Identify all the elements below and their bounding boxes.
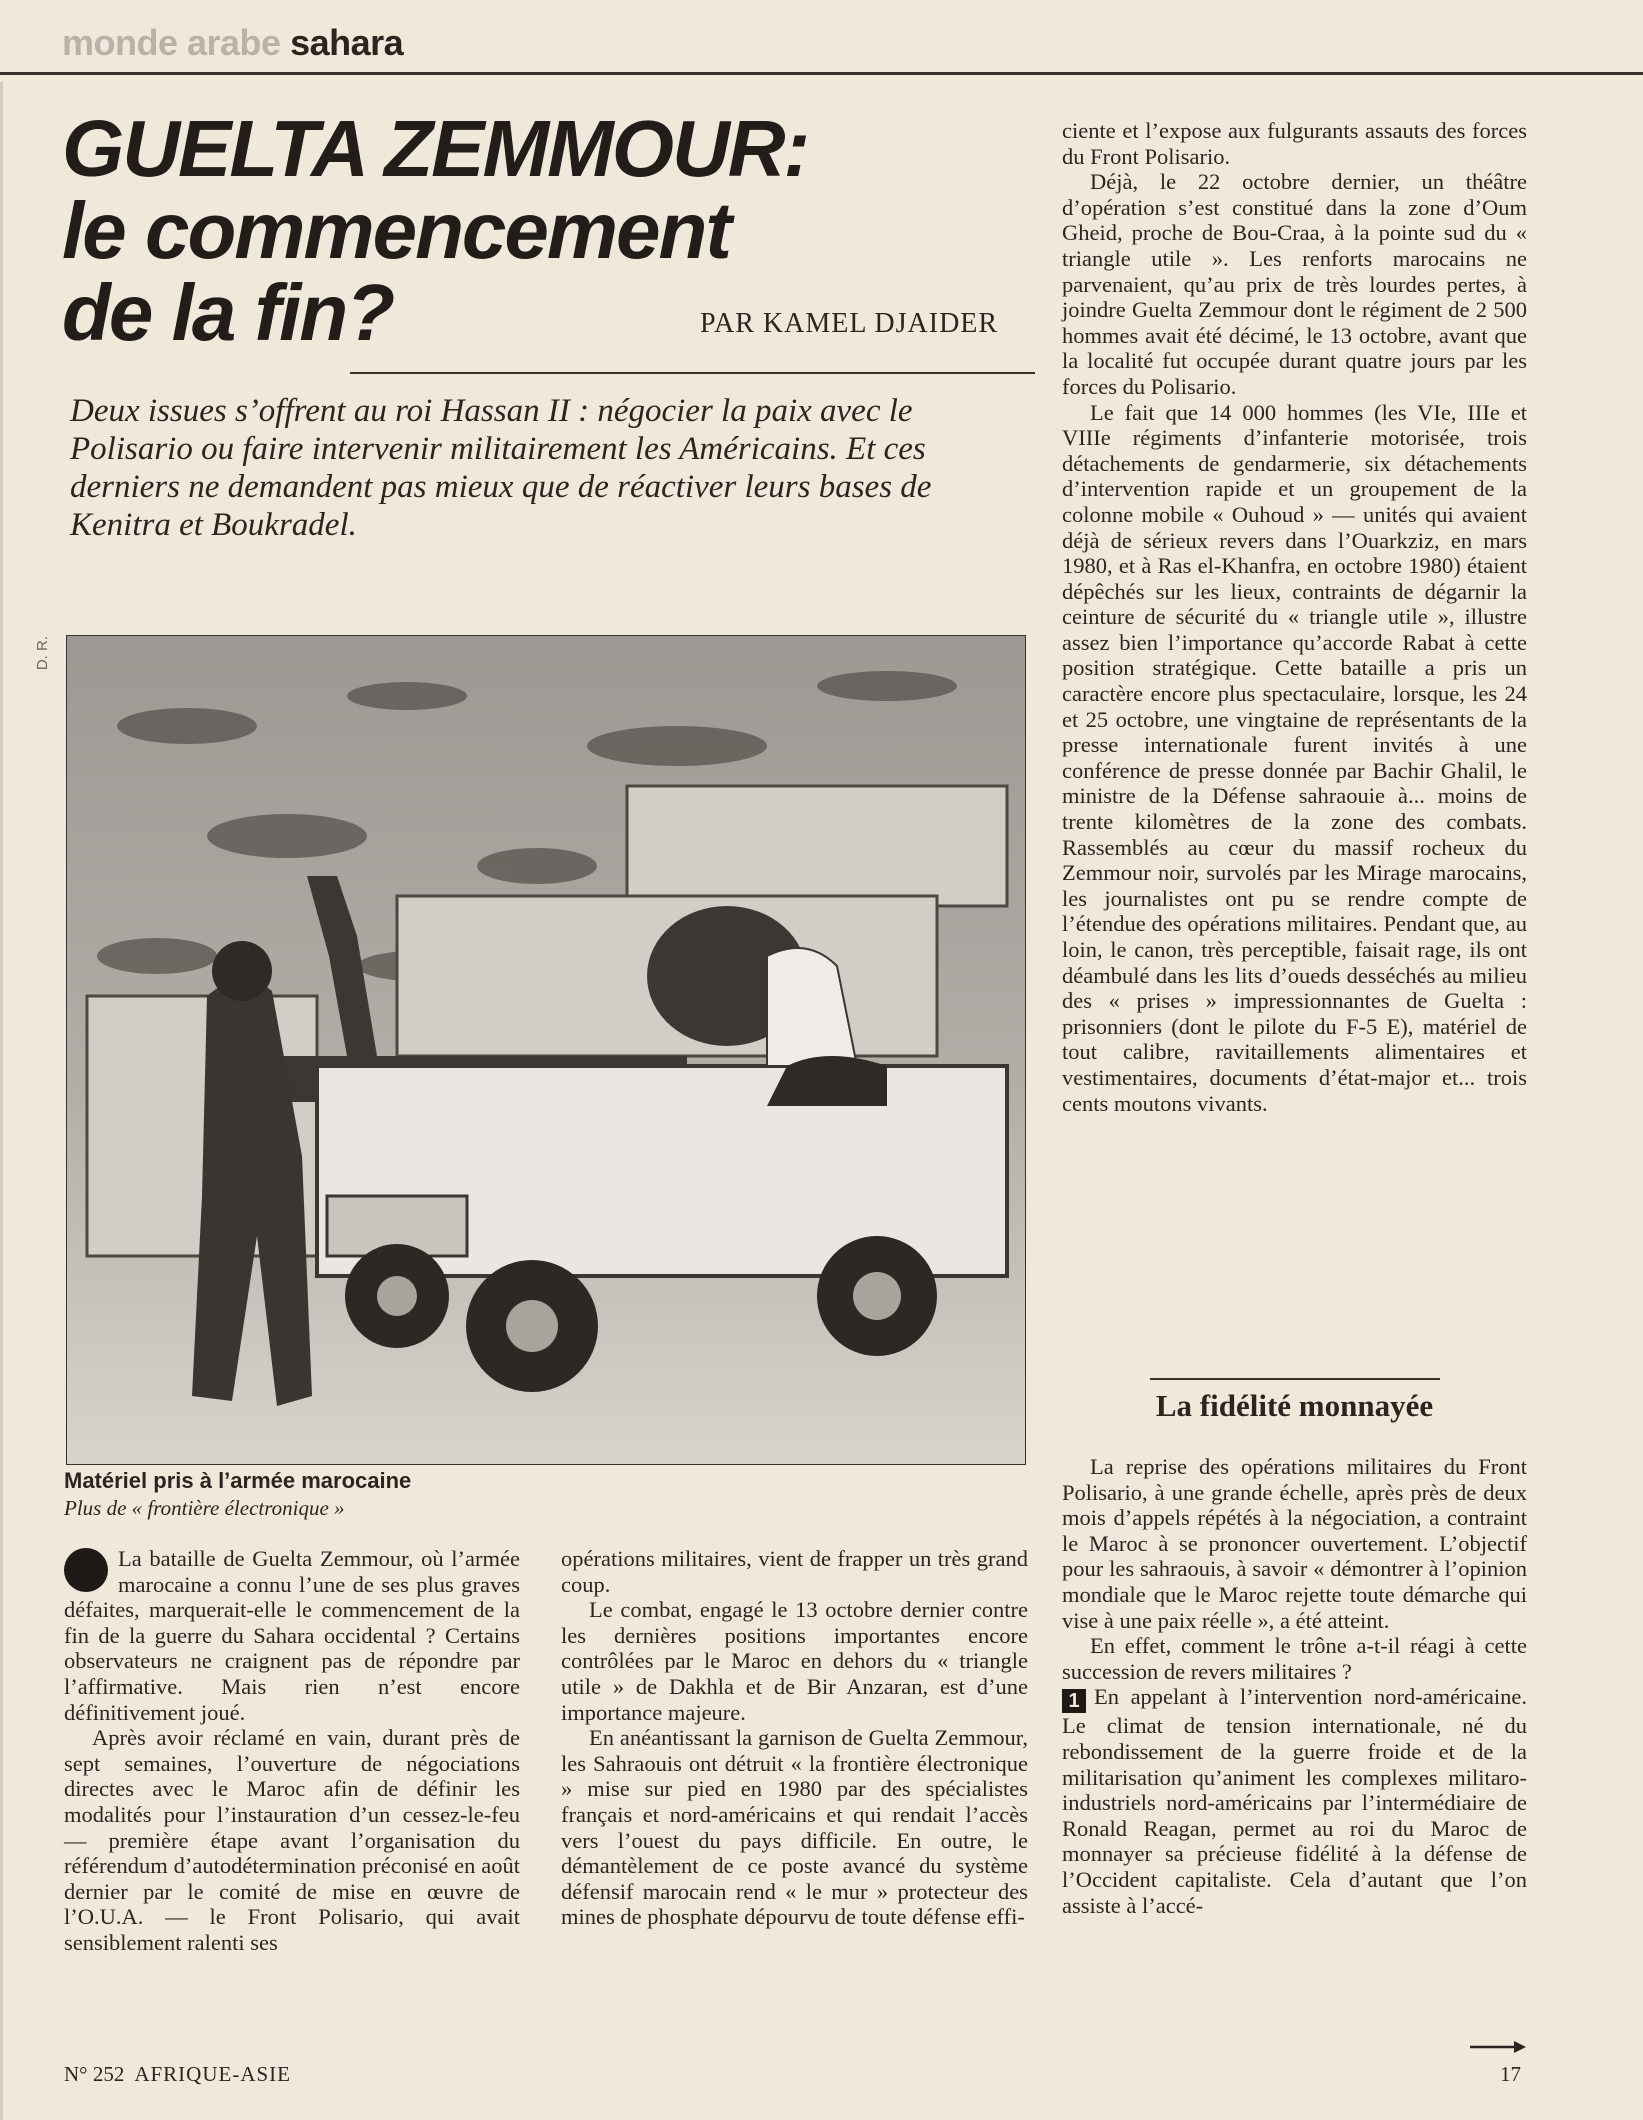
numbered-paragraph-text: En appelant à l’intervention nord-américaine. Le climat de tension internationale, né du rebondissement de la guerre froide et de la militarisation qu’animent les complexes militaro-industriels nord-américains par l’intermédiaire de Ronald Reagan, permet au roi du Maroc de monnayer sa précieuse fidélité à la défense de l’Occident capitaliste. Cela d’autant que l’on assiste à l’accé- <box>1062 1684 1527 1918</box>
header-rule <box>0 72 1643 75</box>
column-2-paragraph-3: En anéantissant la garnison de Guelta Zemmour, les Sahraouis ont détruit « la frontière électronique » mise sur pied en 1980 par des spécialistes français et nord-américains et qui rendait l’accès vers l’ouest du pays difficile. En outre, le démantèlement de ce poste avancé du système défensif marocain rend « le mur » protecteur des mines de phosphate dépourvu de toute défense effi- <box>561 1725 1028 1930</box>
column-3-paragraph-1: ciente et l’expose aux fulgurants assauts des forces du Front Polisario. <box>1062 118 1527 169</box>
numbered-marker: 1 <box>1062 1689 1086 1713</box>
section-header <box>62 22 403 64</box>
subheading: La fidélité monnayée <box>1155 1388 1434 1423</box>
photo-caption-sub: Plus de « frontière électronique » <box>64 1496 345 1520</box>
headline-rule <box>350 372 1035 374</box>
article-column-3 <box>1062 118 1527 1116</box>
column-3-paragraph-3: Le fait que 14 000 hommes (les VIe, IIIe et VIIIe régiments d’infanterie motorisée, trois détachements de gendarmerie, six détachements d’intervention rapide et un groupement de la colonne mobile « Ouhoud » — unités qui avaient déjà de sérieux revers dans l’Ouarkziz, en mars 1980, et à Ras el-Khanfra, en octobre 1980) étaient dépêchés sur les lieux, contraints de dégarnir la ceinture de sécurité du « triangle utile », illustre assez bien l’importance qu’accorde Rabat à cette position stratégique. Cette bataille a pris un caractère encore plus spectaculaire, lorsque, les 24 et 25 octobre, une vingtaine de représentants de la presse internationale furent invités à une conférence de presse donnée par Bachir Ghalil, le ministre de la Défense sahraouie à... moins de trente kilomètres de la zone des combats. Rassemblés au cœur du massif rocheux du Zemmour noir, survolés par les Mirage marocains, les journalistes ont pu se rendre compte de l’étendue des opérations militaires. Pendant que, au loin, le canon, très perceptible, faisait rage, ils ont déambulé dans les lits d’oueds desséchés au milieu des « prises » impressionnantes de Guelta : prisonniers (dont le pilote du F-5 E), matériel de tout calibre, ravitaillements alimentaires et vestimentaires, documents d’état-major et... trois cents moutons vivants. <box>1062 399 1527 1116</box>
footer-issue <box>64 2062 291 2087</box>
page-number: 17 <box>1500 2062 1521 2086</box>
issue-number: N° 252 <box>64 2062 125 2086</box>
photo-caption-title: Matériel pris à l’armée marocaine <box>64 1468 412 1493</box>
byline: PAR KAMEL DJAIDER <box>700 308 999 339</box>
article-column-1 <box>64 1546 520 1956</box>
column-2-paragraph-2: Le combat, engagé le 13 octobre dernier contre les dernières positions importantes encore contrôlées par le Maroc en dehors du « triangle utile » de Dakhla et de Bir Anzaran, est d’une importance majeure. <box>561 1597 1028 1725</box>
column-3b-paragraph-2: En effet, comment le trône a-t-il réagi à cette succession de revers militaires ? <box>1062 1633 1527 1684</box>
headline-line-2: le commencement <box>62 186 731 275</box>
column-1-paragraph-2: Après avoir réclamé en vain, durant près de sept semaines, l’ouverture de négociations directes avec le Maroc afin de définir les modalités pour l’instauration d’un cessez-le-feu — première étape avant l’organisation du référendum d’autodétermination préconisé en août dernier par le comité de mise en œuvre de l’O.U.A. — le Front Polisario, qui avait sensiblement ralenti ses <box>64 1725 520 1955</box>
column-1-paragraph-1-text: La bataille de Guelta Zemmour, où l’armée marocaine a connu l’une de ses plus graves défaites, marquerait-elle le commencement de la fin de la guerre du Sahara occidental ? Certains observateurs ne craignent pas de répondre par l’affirmative. Mais rien n’est encore définitivement joué. <box>64 1546 520 1725</box>
photo-credit: D. R. <box>34 636 51 671</box>
bullet-marker <box>64 1548 108 1592</box>
column-3b-numbered-paragraph <box>1062 1684 1527 1918</box>
photo-illustration <box>67 636 1025 1464</box>
headline-line-1: GUELTA ZEMMOUR: <box>62 104 809 193</box>
magazine-name: AFRIQUE-ASIE <box>134 2062 291 2086</box>
page-edge <box>0 82 3 2120</box>
column-2-paragraph-1: opérations militaires, vient de frapper un très grand coup. <box>561 1546 1028 1597</box>
column-3-paragraph-2: Déjà, le 22 octobre dernier, un théâtre d’opération s’est constitué dans la zone d’Oum Gheid, proche de Bou-Craa, à la pointe sud du « triangle utile ». Les renforts marocains ne parvenaient, qu’au prix de très lourdes pertes, à joindre Guelta Zemmour dont le régiment de 2 500 hommes avait été décimé, le 13 octobre, avant que la localité fut occupée durant quatre jours par les forces du Polisario. <box>1062 169 1527 399</box>
section-label: monde arabe <box>62 22 281 63</box>
article-column-3-continued <box>1062 1454 1527 1918</box>
section-topic: sahara <box>290 22 404 63</box>
subhead-rule <box>1150 1378 1440 1380</box>
article-column-2 <box>561 1546 1028 1930</box>
deck-intro: Deux issues s’offrent au roi Hassan II : négocier la paix avec le Polisario ou faire intervenir militairement les Américains. Et ces derniers ne demandent pas mieux que de réactiver leurs bases de Kenitra et Boukradel. <box>70 393 932 543</box>
continue-arrow-icon <box>1470 2040 1526 2054</box>
headline-line-3: de la fin? <box>62 268 394 357</box>
column-1-paragraph-1 <box>64 1546 520 1725</box>
column-3b-paragraph-1: La reprise des opérations militaires du Front Polisario, à une grande échelle, après près de deux mois d’appels répétés à la négociation, a contraint le Maroc à se prononcer ouvertement. L’objectif pour les sahraouis, à savoir « démontrer à l’opinion mondiale que le Maroc rejette toute démarche qui vise à une paix réelle », a été atteint. <box>1062 1454 1527 1633</box>
article-photo <box>66 635 1026 1465</box>
